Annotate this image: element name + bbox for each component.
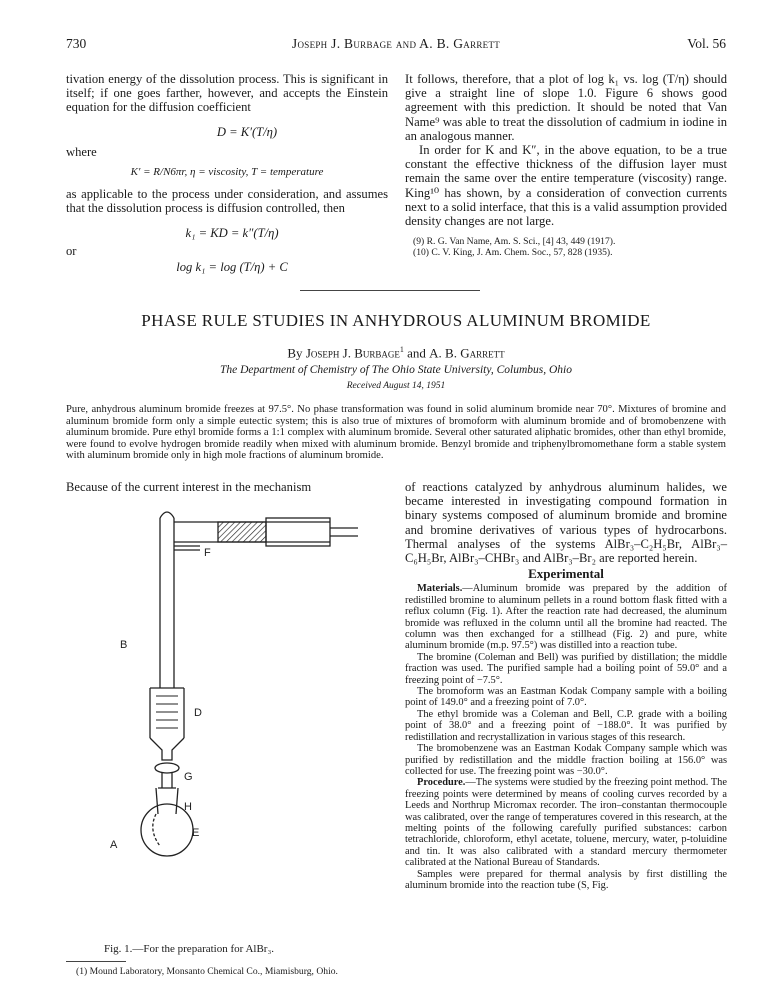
byline — [66, 345, 726, 361]
footnote-1: (1) Mound Laboratory, Monsanto Chemical Co., Miamisburg, Ohio. — [76, 966, 338, 977]
materials-label: Materials. — [417, 583, 463, 595]
footnote-rule — [66, 961, 126, 962]
figure-label-A: A — [110, 839, 118, 851]
institution: The Department of Chemistry of The Ohio State University, Columbus, Ohio — [219, 364, 572, 376]
intro-right — [405, 480, 727, 891]
header-authors: Joseph J. Burbage and A. B. Garrett — [291, 36, 501, 51]
footnotes — [405, 236, 727, 258]
equation-einstein: D = K′(T/η) — [216, 124, 278, 139]
author-1: Joseph J. Burbage — [305, 345, 400, 361]
paragraph: The bromobenzene was an Eastman Kodak Company sample which was purified by redistillation and the middle fraction boiling at 156.0° was collected for use. The freezing point was −30.0°. — [405, 743, 727, 777]
equation-rate: k₁ = KD = k″(T/η) — [185, 225, 279, 240]
article-title: PHASE RULE STUDIES IN ANHYDROUS ALUMINUM BROMIDE — [141, 311, 651, 330]
experimental-section — [405, 583, 727, 891]
materials-text: —Aluminum bromide was prepared by the addition of redistilled bromine to aluminum pellets in a round bottom flask fitted with a reflux column (Fig. 1). After the reaction rate had decreased, the aluminum bromide was refluxed in the column until all the bromine had reacted. The column was then exchanged for a stillhead (Fig. 2) and pure, white aluminum bromide (m.p. 97.5°) was distilled into a reaction tube. — [405, 583, 727, 652]
paragraph: The bromoform was an Eastman Kodak Company sample with a boiling point of 149.0° and a freezing point of 7.0°. — [405, 686, 727, 709]
figure-1-apparatus — [100, 498, 370, 858]
footnote-10: (10) C. V. King, J. Am. Chem. Soc., 57, 828 (1935). — [413, 247, 613, 259]
figure-label-G: G — [184, 771, 193, 783]
intro-left — [66, 480, 388, 494]
paragraph: of reactions catalyzed by anhydrous aluminum halides, we became interested in investigating compound formation in binary systems composed of aluminum bromide and bromine and bromine derivatives of various types of hydrocarbons. Thermal analyses of the systems AlBr₃–C₂H₅Br, AlBr₃–C₆H₅Br, AlBr₃–CHBr₃ and AlBr₃–Br₂ are reported herein. — [405, 480, 727, 566]
footnote-9: (9) R. G. Van Name, Am. S. Sci., [4] 43, 449 (1917). — [413, 236, 616, 248]
received-date: Received August 14, 1951 — [346, 381, 446, 391]
figure-label-D: D — [194, 707, 202, 719]
header-volume: Vol. 56 — [687, 36, 726, 51]
figure-1-caption: Fig. 1.—For the preparation for AlBr₃. — [104, 943, 275, 955]
procedure-text: —The systems were studied by the freezing point method. The freezing points were determined by means of cooling curves recorded by a Leeds and Northrup Micromax recorder. The iron–constantan thermocouple was calibrated, over the range of temperatures covered in this research, at the melting points of the following carefully purified substances: carbon tetrachloride, chloroform, ethyl acetate, toluene, mercury, water, p-toluidine and tin. It was also calibrated with a standard mercury thermometer calibrated at the National Bureau of Standards. — [405, 777, 727, 869]
abstract: Pure, anhydrous aluminum bromide freezes at 97.5°. No phase transformation was found in solid aluminum bromide near 70°. Mixtures of bromine and aluminum bromide form only a simple eutectic system; this is also true of mixtures of bromoform with aluminum bromide and of bromobenzene with aluminum bromide. Pure ethyl bromide forms a 1:1 complex with aluminum bromide. Several other saturated aliphatic bromides, other than ethyl bromide, were found to evolve hydrogen bromide readily when mixed with aluminum bromide. Benzyl bromide and triphenylbromomethane form a stable system with aluminum bromide only in high mole fractions of aluminum bromide. — [66, 404, 726, 462]
or-label: or — [66, 243, 77, 258]
paragraph: The ethyl bromide was a Coleman and Bell, C.P. grade with a boiling point of 38.0° and a freezing point of −188.0°. It was purified by redistillation and recrystallization in various stages of this research. — [405, 708, 727, 743]
page-number: 730 — [66, 36, 87, 51]
figure-label-H: H — [184, 801, 192, 813]
paragraph: tivation energy of the dissolution process. This is significant in itself; if one goes farther, however, and accepts the Einstein equation for the diffusion coefficient — [66, 72, 388, 115]
and-label: and — [407, 345, 426, 361]
equation-definitions: K′ = R/N6πr, η = viscosity, T = temperature — [130, 166, 324, 179]
paragraph: In order for K and K″, in the above equation, to be a true constant the effective thickness of the diffusion layer must remain the same over the entire temperature (viscosity) range. King¹⁰ has shown, by a consideration of convection currents next to a solid interface, that this is a valid assumption provided density changes are not large. — [405, 143, 727, 229]
article-separator — [300, 290, 480, 291]
paragraph-materials — [405, 583, 727, 651]
where-label: where — [66, 144, 97, 159]
by-label: By — [287, 345, 303, 361]
top-left-column — [66, 72, 388, 274]
paragraph: as applicable to the process under consideration, and assumes that the dissolution process is diffusion controlled, then — [66, 187, 388, 216]
figure-label-E: E — [192, 827, 200, 839]
paragraph: Samples were prepared for thermal analysis by first distilling the aluminum bromide into the reaction tube (S, Fig. — [405, 868, 727, 891]
paragraph: It follows, therefore, that a plot of log k₁ vs. log (T/η) should give a straight line of slope 1.0. Figure 6 shows good agreement with this prediction. It should be noted that Van Name⁹ was able to treat the dissolution of cadmium in iodine in an analogous manner. — [405, 72, 727, 143]
paragraph: The bromine (Coleman and Bell) was purified by distillation; the middle fraction was used. The purified sample had a boiling point of 59.0° and a freezing point of −7.5°. — [405, 651, 727, 686]
paragraph: Because of the current interest in the mechanism — [66, 480, 312, 494]
experimental-heading: Experimental — [528, 566, 604, 582]
paragraph-procedure — [405, 777, 727, 868]
author-2: A. B. Garrett — [429, 345, 505, 361]
author-1-footnote-mark: 1 — [399, 345, 404, 354]
equation-log: log k₁ = log (T/η) + C — [176, 260, 288, 275]
procedure-label: Procedure. — [417, 777, 466, 789]
figure-label-F: F — [204, 547, 211, 559]
top-right-column — [405, 72, 727, 258]
figure-label-B: B — [120, 639, 128, 651]
